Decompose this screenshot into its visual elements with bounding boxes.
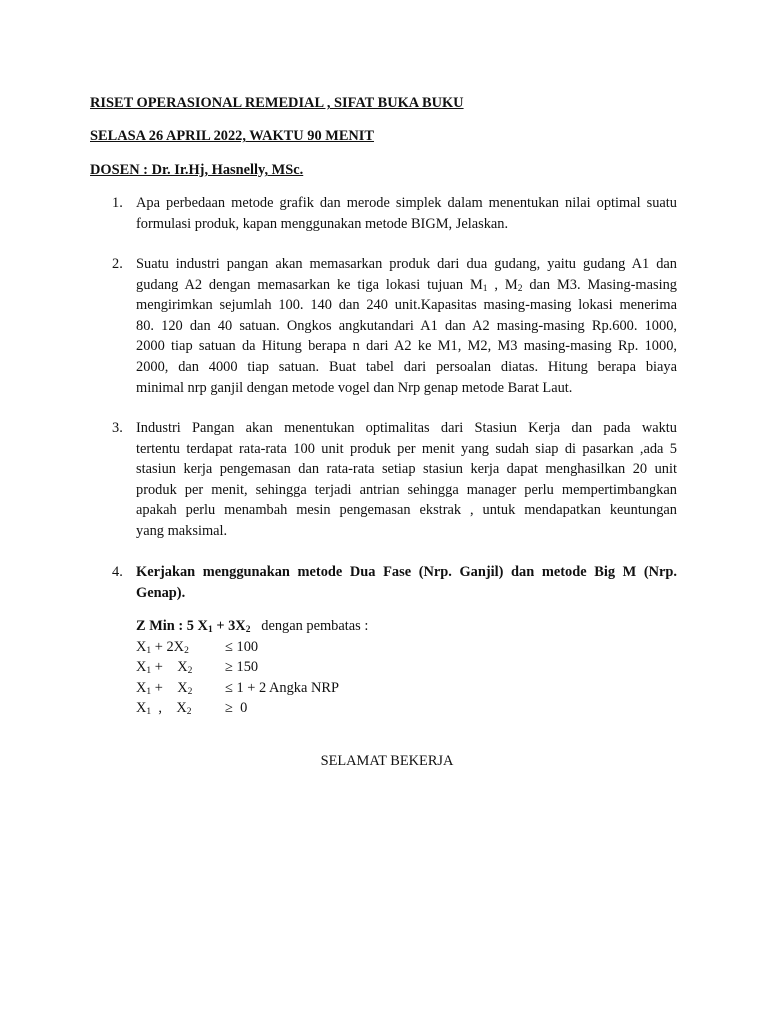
constraint-op: + X — [151, 679, 188, 696]
question-3-text — [136, 418, 677, 542]
constraint-rhs: ≥ 150 — [225, 659, 259, 676]
question-3-line: produk per menit, sehingga terjadi antrian sehingga manager perlu mempertimbangkan — [136, 481, 677, 498]
question-3-line: tertentu terdapat rata-rata 100 unit produk per menit yang sudah siap di pasarkan ,ada 5 — [136, 440, 677, 457]
q2-part-b: , M — [487, 276, 518, 293]
constraint-sub: 2 — [187, 686, 193, 697]
question-2-line: 80. 120 dan 40 satuan. Ongkos angkutandari A1 dan A2 masing-masing Rp.600. 1000, — [136, 317, 677, 334]
constraint-sub: 2 — [184, 645, 189, 656]
constraint-op: + 2X — [151, 638, 185, 655]
objective-suffix: dengan pembatas : — [250, 618, 369, 634]
question-3-line: stasiun kerja pengemasan dan rata-rata setiap stasiun kerja dapat menghasilkan 20 unit — [136, 461, 677, 478]
question-2-line: mengirimkan sejumlah 100. 140 dan 240 unit.Kapasitas masing-masing lokasi menerima — [136, 297, 677, 314]
constraint-x1: X — [136, 700, 147, 717]
question-1-line: formulasi produk, kapan menggunakan metode BIGM, Jelaskan. — [136, 215, 509, 232]
q2-part-c: dan M3. Masing-masing — [522, 276, 677, 293]
question-2-line: Suatu industri pangan akan memasarkan produk dari dua gudang, yaitu gudang A1 dan — [136, 256, 677, 272]
objective-sub-1: 1 — [207, 625, 213, 635]
question-4-line: Kerjakan menggunakan metode Dua Fase (Nrp. Ganjil) dan metode Big M (Nrp. — [136, 564, 677, 580]
objective-expression — [136, 616, 368, 637]
constraint-lhs — [136, 637, 189, 658]
q2-sub-1: 1 — [482, 283, 488, 294]
question-4-number: 4. — [112, 564, 123, 580]
question-2-line: 2000 tiap satuan da Hitung berapa n dari A2 ke M1, M2, M3 masing-masing Rp. 1000, — [136, 338, 677, 355]
question-3-line: Industri Pangan akan menentukan optimalitas dari Stasiun Kerja dan pada waktu — [136, 420, 677, 436]
constraint-x1: X — [136, 638, 147, 655]
constraint-rhs: ≥ 0 — [225, 700, 248, 717]
objective-plus: + 3X — [212, 618, 246, 634]
constraint-rhs: ≤ 1 + 2 Angka NRP — [225, 679, 339, 696]
question-1-number: 1. — [112, 195, 123, 211]
constraint-lhs — [136, 678, 192, 699]
objective-zmin: Z Min : 5 X — [136, 618, 208, 634]
constraint-sub: 2 — [187, 666, 193, 677]
constraint-op: + X — [151, 659, 188, 676]
constraint-lhs — [136, 698, 191, 719]
constraint-op: , X — [151, 700, 187, 717]
constraint-sub: 1 — [146, 707, 152, 718]
q2-part-a: gudang A2 dengan memasarkan ke tiga lokasi tujuan M — [136, 276, 483, 293]
question-1-line: Apa perbedaan metode grafik dan merode simplek dalam menentukan nilai optimal suatu — [136, 195, 677, 211]
question-2-number: 2. — [112, 256, 123, 272]
header-date: SELASA 26 APRIL 2022, WAKTU 90 MENIT — [90, 128, 375, 144]
question-1-text — [136, 193, 677, 234]
objective-sub-2: 2 — [245, 625, 251, 635]
q2-sub-2: 2 — [517, 283, 523, 294]
constraint-sub: 1 — [146, 686, 152, 697]
question-2-line: minimal nrp ganjil dengan metode vogel dan Nrp genap metode Barat Laut. — [136, 379, 573, 396]
question-4-text — [136, 562, 677, 603]
header-lecturer: DOSEN : Dr. Ir.Hj, Hasnelly, MSc. — [90, 162, 304, 178]
question-2-line-with-subscripts — [136, 275, 677, 296]
closing-text: SELAMAT BEKERJA — [320, 753, 454, 769]
header-title: RISET OPERASIONAL REMEDIAL , SIFAT BUKA BUKU — [90, 95, 464, 111]
constraint-rhs: ≤ 100 — [225, 638, 259, 655]
question-4-line: Genap). — [136, 584, 186, 601]
question-2-text — [136, 254, 677, 398]
question-3-number: 3. — [112, 420, 123, 436]
question-2-line: 2000, dan 4000 tiap satuan. Buat tabel dari persoalan diatas. Hitung berapa biaya — [136, 358, 677, 375]
constraint-x1: X — [136, 679, 147, 696]
question-3-line: apakah perlu menambah mesin pengemasan ekstrak , untuk mendapatkan keuntungan — [136, 502, 677, 519]
constraint-sub: 1 — [146, 645, 152, 656]
question-3-line: yang maksimal. — [136, 522, 228, 539]
constraint-x1: X — [136, 659, 147, 676]
constraint-sub: 2 — [186, 707, 192, 718]
constraint-sub: 1 — [146, 666, 152, 677]
constraint-lhs — [136, 657, 192, 678]
